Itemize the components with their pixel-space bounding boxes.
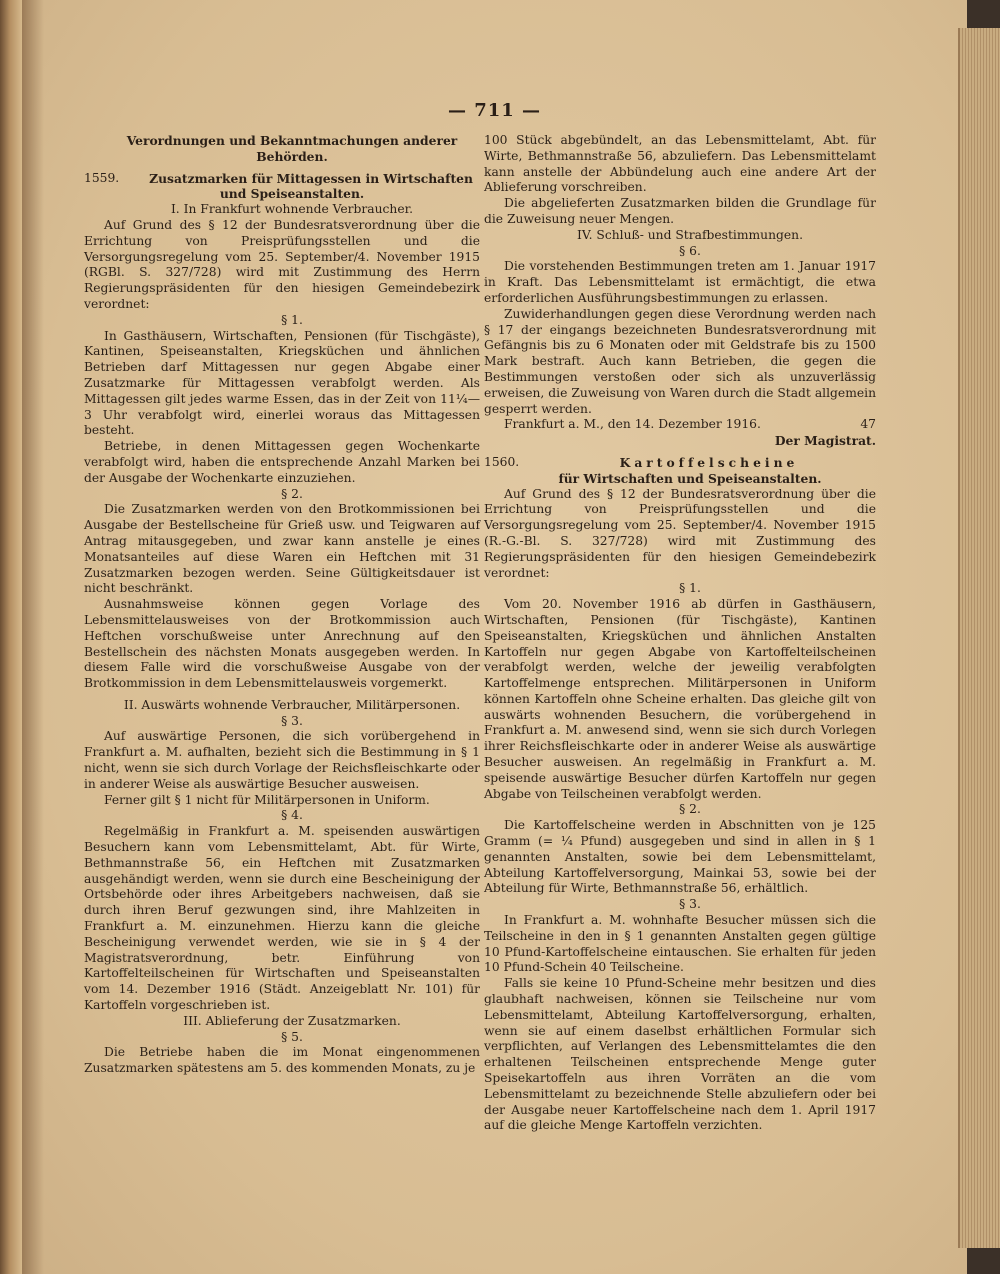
- paragraph-heading: § 6.: [679, 243, 701, 258]
- paragraph-text: Die Betriebe haben die im Monat eingenommenen Zusatzmarken spätestens am 5. des kommenden Monats, zu je: [84, 1045, 480, 1076]
- right-column: [484, 133, 876, 1134]
- part-heading: I. In Frankfurt wohnende Verbraucher.: [170, 202, 414, 217]
- page-gutter-shadow: [22, 0, 44, 1274]
- paragraph-heading: § 4.: [281, 808, 303, 823]
- section-header-line1: Verordnungen und Bekanntmachungen anderer: [126, 133, 458, 148]
- paragraph-text: Falls sie keine 10 Pfund-Scheine mehr besitzen und dies glaubhaft nachweisen, können sie Teilscheine nur vom Lebensmittelamt, Abteilung Kartoffelversorgung, erhalten, wenn sie auf einem daselbst erhältlichen Formular sich verpflichten, auf Verlangen des Lebensmittelamtes die den erhaltenen Teilscheinen entsprechende Menge guter Speisekartoffeln aus ihren Vorräten an die vom Lebensmittelamt zu bezeichnende Stelle abzuliefern oder bei der Ausgabe neuer Kartoffelscheine nach dem 1. April 1917 auf die gleiche Menge Kartoffeln verzichten.: [484, 976, 876, 1133]
- paragraph-text: Auf auswärtige Personen, die sich vorübergehend in Frankfurt a. M. aufhalten, bezieht sich die Bestimmung in § 1 nicht, wenn sie sich durch Vorlage der Reichsfleischkarte oder in anderer Weise als auswärtige Besucher ausweisen.: [84, 729, 480, 791]
- entry-title-line2: und Speiseanstalten.: [219, 186, 365, 202]
- book-fore-edge: [958, 28, 1000, 1248]
- paragraph-text: Ferner gilt § 1 nicht für Militärpersonen in Uniform.: [104, 792, 430, 807]
- document-page: [22, 0, 967, 1274]
- entry-title: Zusatzmarken für Mittagessen in Wirtschaften: [149, 170, 473, 186]
- paragraph-text: Betriebe, in denen Mittagessen gegen Wochenkarte verabfolgt wird, haben die entsprechende Anzahl Marken bei der Ausgabe der Wochenkarte einzuziehen.: [84, 439, 480, 485]
- entry-title: Kartoffelscheine: [619, 454, 799, 470]
- paragraph-text: Die Zusatzmarken werden von den Brotkommissionen bei Ausgabe der Bestellscheine für Grieß usw. und Teigwaren auf Antrag mitausgegeben, und zwar kann anstelle je eines Monatsanteiles auf diese Waren ein Heftchen mit 31 Zusatzmarken bezogen werden. Seine Gültigkeitsdauer ist nicht beschränkt.: [84, 502, 480, 596]
- part-heading: III. Ablieferung der Zusatzmarken.: [183, 1013, 401, 1028]
- paragraph-heading: § 1.: [679, 581, 701, 596]
- paragraph-heading: § 3.: [281, 713, 303, 728]
- intro-paragraph: Auf Grund des § 12 der Bundesratsverordnung über die Errichtung von Preisprüfungsstellen und die Versorgungsregelung vom 25. September/4. November 1915 (R.-G.-Bl. S. 327/728) wird mit Zustimmung des Regierungspräsidenten für den hiesigen Gemeindebezirk verordnet:: [484, 486, 876, 580]
- place-date: Frankfurt a. M., den 14. Dezember 1916.: [504, 417, 761, 432]
- paragraph-text: Die abgelieferten Zusatzmarken bilden die Grundlage für die Zuweisung neuer Mengen.: [484, 196, 876, 226]
- paragraph-text: 100 Stück abgebündelt, an das Lebensmittelamt, Abt. für Wirte, Bethmannstraße 56, abzuliefern. Das Lebensmittelamt kann anstelle der Abbündelung auch eine andere Art der Ablieferung vorschreiben.: [484, 133, 876, 195]
- paragraph-text: Vom 20. November 1916 ab dürfen in Gasthäusern, Wirtschaften, Pensionen (für Tischgäste), Kantinen Speiseanstalten, Kriegsküchen und ähnlichen Anstalten Kartoffeln nur gegen Abgabe von Kartoffelteilscheinen verabfolgt werden, welche der jeweilig verabfolgten Kartoffelmenge entsprechen. Militärpersonen in Uniform können Kartoffeln ohne Scheine erhalten. Das gleiche gilt von auswärts wohnenden Besuchern, die vorübergehend in Frankfurt a. M. anwesend sind, wenn sie sich durch Vorlegen ihrer Reichsfleischkarte oder in anderer Weise als auswärtige Besucher ausweisen. An regelmäßig in Frankfurt a. M. speisende auswärtige Besucher dürfen Kartoffeln nur gegen Abgabe von Teilscheinen verabfolgt werden.: [484, 597, 876, 801]
- left-column: [84, 133, 480, 1077]
- adjacent-page-edge: [0, 0, 22, 1274]
- entry-number: 1560.: [484, 454, 520, 469]
- date-line: [484, 417, 876, 433]
- signature: Der Magistrat.: [774, 433, 876, 449]
- entry-number: 1559.: [84, 170, 120, 185]
- paragraph-heading: § 2.: [679, 802, 701, 817]
- paragraph-text: In Frankfurt a. M. wohnhafte Besucher müssen sich die Teilscheine in den in § 1 genannten Anstalten gegen gültige 10 Pfund-Kartoffelscheine eintauschen. Sie erhalten für jeden 10 Pfund-Schein 40 Teilscheine.: [484, 913, 876, 975]
- paragraph-text: In Gasthäusern, Wirtschaften, Pensionen (für Tischgäste), Kantinen, Speiseanstalten, Kriegsküchen und ähnlichen Betrieben darf Mittagessen nur gegen Abgabe einer Zusatzmarke für Mittagessen verabfolgt werden. Als Mittagessen gilt jedes warme Essen, das in der Zeit von 11¼—3 Uhr verabfolgt wird, einerlei woraus das Mittagessen besteht.: [84, 328, 480, 438]
- paragraph-text: Regelmäßig in Frankfurt a. M. speisenden auswärtigen Besuchern kann vom Lebensmittelamt, Abt. für Wirte, Bethmannstraße 56, ein Heftchen mit Zusatzmarken ausgehändigt werden, wenn sie durch eine Bescheinigung der Ortsbehörde oder ihres Arbeitgebers nachweisen, daß sie durch ihren Beruf gezwungen sind, ihre Mahlzeiten in Frankfurt a. M. einzunehmen. Hierzu kann die gleiche Bescheinigung verwendet werden, wie sie in § 4 der Magistratsverordnung, betr. Einführung von Kartoffelteilscheinen für Wirtschaften und Speiseanstalten vom 14. Dezember 1916 (Städt. Anzeigeblatt Nr. 101) für Kartoffeln vorgeschrieben ist.: [84, 824, 480, 1013]
- paragraph-heading: § 3.: [679, 897, 701, 912]
- section-header-line2: Behörden.: [256, 148, 328, 164]
- paragraph-heading: § 2.: [281, 486, 303, 501]
- paragraph-text: Ausnahmsweise können gegen Vorlage des Lebensmittelausweises von der Brotkommission auch Heftchen vorschußweise unter Anrechnung auf den Bestellschein des nächsten Monats ausgegeben werden. In diesem Falle wird die vorschußweise Ausgabe von der Brotkommission in dem Lebensmittelausweis vorgemerkt.: [84, 597, 480, 691]
- page-number: — 711 —: [447, 100, 542, 121]
- entry-heading-1560: [484, 455, 876, 471]
- paragraph-text: Zuwiderhandlungen gegen diese Verordnung werden nach § 17 der eingangs bezeichneten Bundesratsverordnung mit Gefängnis bis zu 6 Monaten oder mit Geldstrafe bis zu 1500 Mark bestraft. Auch kann Betrieben, die gegen die Bestimmungen verstoßen oder sich als unzuverlässig erweisen, die Zuweisung von Waren durch die Stadt allgemein gesperrt werden.: [484, 306, 876, 416]
- paragraph-heading: § 1.: [281, 312, 303, 327]
- reference-number: 47: [860, 417, 876, 432]
- paragraph-text: Die Kartoffelscheine werden in Abschnitten von je 125 Gramm (= ¼ Pfund) ausgegeben und sind in allen in § 1 genannten Anstalten, sowie bei dem Lebensmittelamt, Abteilung Kartoffelversorgung, Mainkai 53, sowie bei der Abteilung für Wirte, Bethmannstraße 56, erhältlich.: [484, 818, 876, 896]
- entry-title-line2: für Wirtschaften und Speiseanstalten.: [558, 470, 822, 486]
- paragraph-text: Die vorstehenden Bestimmungen treten am 1. Januar 1917 in Kraft. Das Lebensmittelamt ist ermächtigt, die etwa erforderlichen Ausführungsbestimmungen zu erlassen.: [484, 259, 876, 305]
- intro-paragraph: Auf Grund des § 12 der Bundesratsverordnung über die Errichtung von Preisprüfungsstellen und die Versorgungsregelung vom 25. September/4. November 1915 (RGBl. S. 327/728) wird mit Zustimmung des Herrn Regierungspräsidenten für den hiesigen Gemeindebezirk verordnet:: [84, 217, 480, 311]
- part-heading: II. Auswärts wohnende Verbraucher, Militärpersonen.: [123, 697, 461, 712]
- part-heading: IV. Schluß- und Strafbestimmungen.: [577, 227, 803, 242]
- entry-heading-1559: [84, 171, 480, 187]
- paragraph-heading: § 5.: [281, 1029, 303, 1044]
